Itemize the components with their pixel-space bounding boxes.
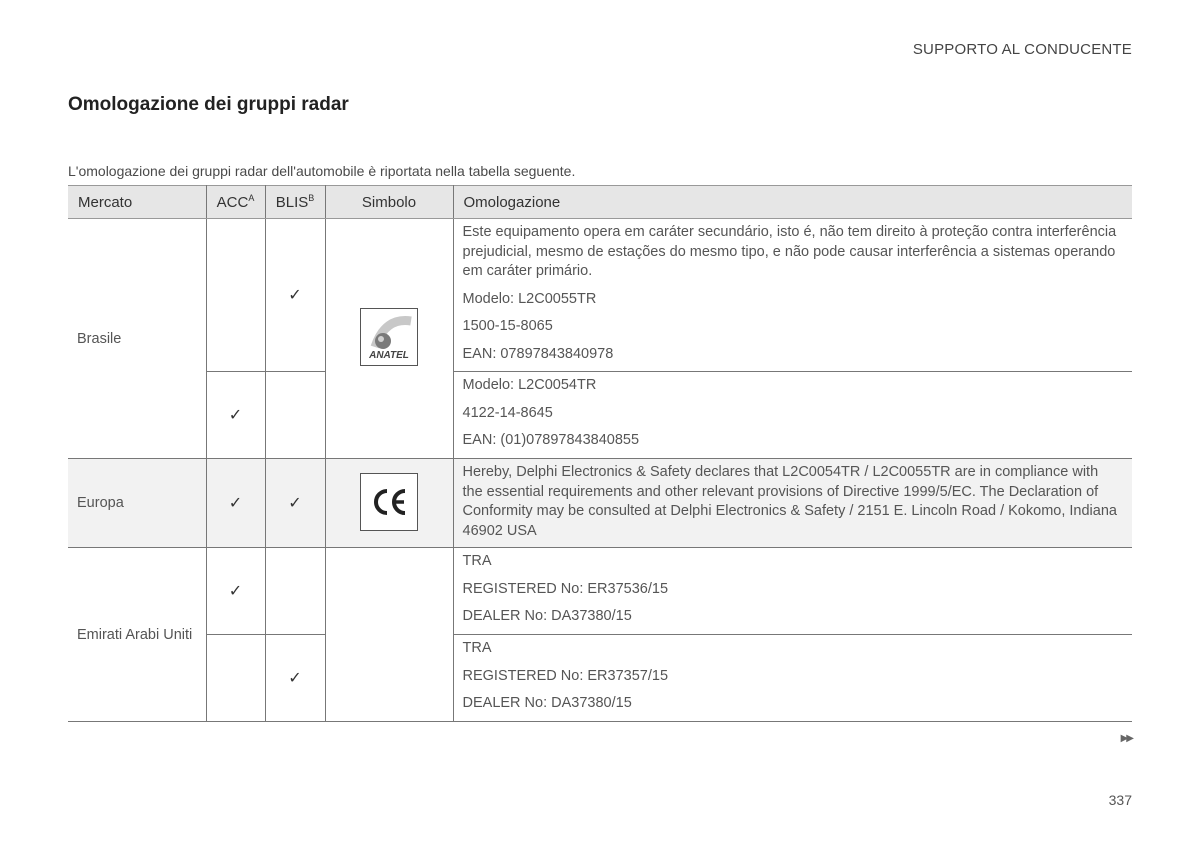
header-acc-footnote: A <box>248 193 255 203</box>
blis-check: ✓ <box>265 459 325 548</box>
approval-ean: EAN: 07897843840978 <box>462 345 614 362</box>
approval-code: 4122-14-8645 <box>462 404 553 421</box>
market-emirati: Emirati Arabi Uniti <box>68 548 206 722</box>
approval-registered: REGISTERED No: ER37357/15 <box>462 667 669 684</box>
approval-code: 1500-15-8065 <box>462 318 553 334</box>
approval-europa: Hereby, Delphi Electronics & Safety declares that L2C0054TR / L2C0055TR are in compliance with the essential requirements and other relevant provisions of Directive 1999/5/EC. The Declaration of Conformity may be consulted at Delphi Electronics & Safety / 2151 E. Lincoln Road / Kokomo, Indiana 46902 USA <box>453 459 1132 548</box>
anatel-logo-icon <box>360 308 418 366</box>
symbol-cell-empty <box>325 548 453 722</box>
market-europa: Europa <box>68 459 206 548</box>
approval-registered: REGISTERED No: ER37536/15 <box>462 580 669 597</box>
intro-text: L'omologazione dei gruppi radar dell'automobile è riportata nella tabella seguente. <box>68 163 576 179</box>
approval-brasile-1 <box>453 219 1132 372</box>
approval-ean: EAN: (01)07897843840855 <box>462 432 640 448</box>
header-approval: Omologazione <box>453 186 1132 219</box>
approval-model: Modelo: L2C0054TR <box>462 377 597 393</box>
acc-cell-empty <box>206 219 265 372</box>
market-brasile: Brasile <box>68 219 206 459</box>
approval-brasile-text: Este equipamento opera em caráter secundário, isto é, não tem direito à proteção contra interferência prejudicial, mesmo de estações do mesmo tipo, e não pode causar interferência a sistemas operando em caráter primário. <box>462 224 1117 279</box>
approval-emirati-1 <box>453 548 1132 635</box>
table-row <box>68 459 1132 548</box>
blis-cell-empty <box>265 548 325 635</box>
acc-check: ✓ <box>206 548 265 635</box>
table-row <box>68 635 1132 722</box>
table-row <box>68 372 1132 459</box>
acc-check: ✓ <box>206 459 265 548</box>
double-triangle-right-icon: ▶▶ <box>1120 733 1132 744</box>
page-title: Omologazione dei gruppi radar <box>68 94 349 115</box>
table-header-row <box>68 186 1132 219</box>
symbol-cell-ce <box>325 459 453 548</box>
approval-tra: TRA <box>462 553 492 569</box>
header-symbol: Simbolo <box>325 186 453 219</box>
blis-check: ✓ <box>265 219 325 372</box>
table-row <box>68 219 1132 372</box>
approval-tra: TRA <box>462 640 492 656</box>
page-number: 337 <box>1108 792 1132 808</box>
table-row <box>68 548 1132 635</box>
radar-approval-table <box>68 185 1132 722</box>
acc-cell-empty <box>206 635 265 722</box>
approval-dealer: DEALER No: DA37380/15 <box>462 608 632 624</box>
header-blis-footnote: B <box>308 193 315 203</box>
blis-cell-empty <box>265 372 325 459</box>
ce-mark-icon <box>360 473 418 531</box>
symbol-cell-anatel <box>325 219 453 459</box>
approval-model: Modelo: L2C0055TR <box>462 290 597 307</box>
anatel-logo-text: ANATEL <box>369 350 409 361</box>
approval-brasile-2 <box>453 372 1132 459</box>
blis-check: ✓ <box>265 635 325 722</box>
section-header: SUPPORTO AL CONDUCENTE <box>912 41 1132 58</box>
acc-check: ✓ <box>206 372 265 459</box>
header-blis: $BLIS^B$ <box>265 186 325 219</box>
header-market: Mercato <box>68 186 206 219</box>
approval-emirati-2 <box>453 635 1132 722</box>
header-acc: $ACC^A$ <box>206 186 265 219</box>
approval-dealer: DEALER No: DA37380/15 <box>462 695 632 711</box>
